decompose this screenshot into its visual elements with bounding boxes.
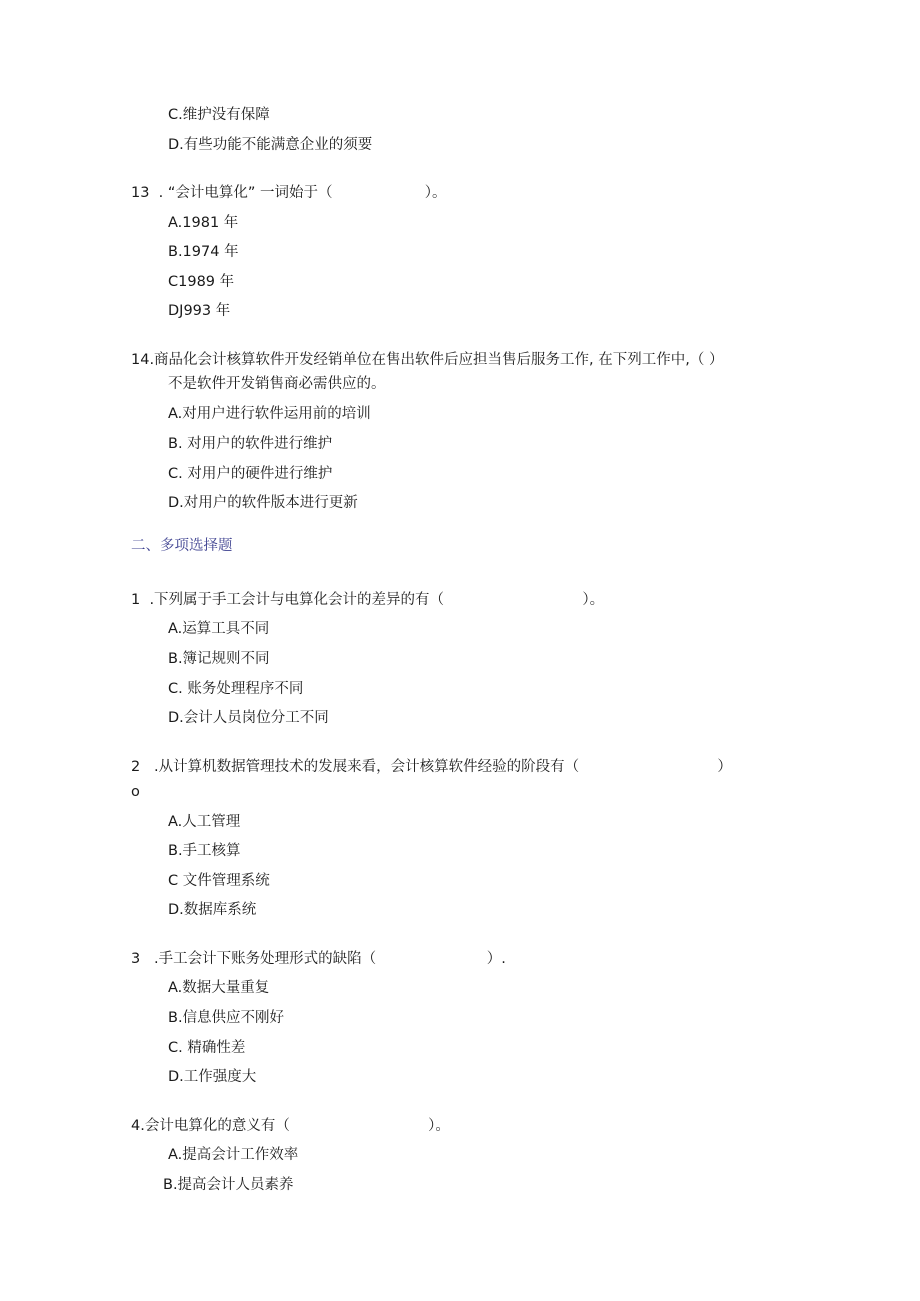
section-heading-multiple-choice: 二、多项选择题 [131, 538, 233, 554]
q14-option-d: D.对用户的软件版本进行更新 [168, 495, 358, 511]
m2-option-a: A.人工管理 [168, 814, 241, 830]
q13-option-a: A.1981 年 [168, 215, 239, 231]
q12-option-d: D.有些功能不能满意企业的须要 [168, 137, 373, 153]
m4-option-a: A.提高会计工作效率 [168, 1147, 299, 1163]
m3-option-a: A.数据大量重复 [168, 980, 270, 996]
q13-stem: 13 . “会计电算化” 一词始于（ ）。 [131, 185, 447, 201]
m1-option-b: B.簿记规则不同 [168, 651, 270, 667]
m1-stem: 1 .下列属于手工会计与电算化会计的差异的有（ ）。 [131, 592, 605, 608]
m2-option-d: D.数据库系统 [168, 902, 257, 918]
q12-option-c: C.维护没有保障 [168, 107, 270, 123]
m3-option-d: D.工作强度大 [168, 1069, 257, 1085]
q14-option-a: A.对用户进行软件运用前的培训 [168, 406, 371, 422]
m2-stem-tail: o [131, 784, 140, 800]
m1-option-d: D.会计人员岗位分工不同 [168, 710, 329, 726]
m2-stem: 2 .从计算机数据管理技术的发展来看，会计核算软件经验的阶段有（ ） [131, 759, 732, 775]
q14-stem-line2: 不是软件开发销售商必需供应的。 [168, 376, 386, 392]
m2-option-b: B.手工核算 [168, 843, 241, 859]
q13-option-c: C1989 年 [168, 274, 235, 290]
m3-option-b: B.信息供应不刚好 [168, 1010, 285, 1026]
q13-option-d: DJ993 年 [168, 303, 231, 319]
q14-option-c: C. 对用户的硬件进行维护 [168, 466, 333, 482]
m3-stem: 3 .手工会计下账务处理形式的缺陷（ ）. [131, 951, 506, 967]
m1-option-c: C. 账务处理程序不同 [168, 681, 304, 697]
m2-option-c: C 文件管理系统 [168, 873, 270, 889]
q14-stem-line1: 14.商品化会计核算软件开发经销单位在售出软件后应担当售后服务工作, 在下列工作中,（ ） [131, 352, 724, 368]
m1-option-a: A.运算工具不同 [168, 621, 270, 637]
m3-option-c: C. 精确性差 [168, 1040, 246, 1056]
m4-stem: 4.会计电算化的意义有（ ）。 [131, 1118, 450, 1134]
q13-option-b: B.1974 年 [168, 244, 239, 260]
m4-option-b: B.提高会计人员素养 [163, 1177, 294, 1193]
q14-option-b: B. 对用户的软件进行维护 [168, 436, 333, 452]
